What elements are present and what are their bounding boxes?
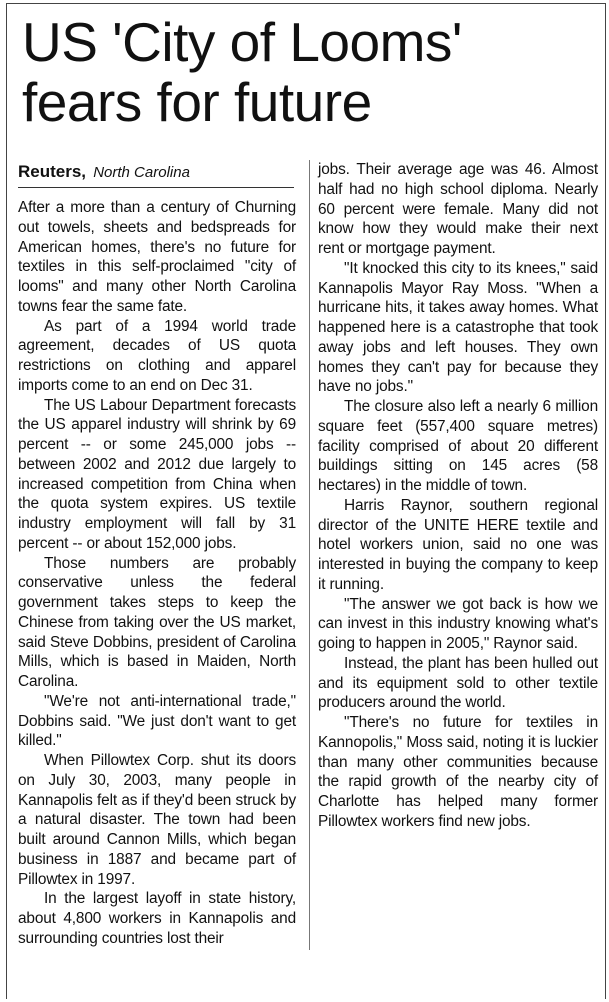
paragraph: As part of a 1994 world trade agreement, decades of US quota restrictions on clothing and apparel imports come to an end on Dec 31. bbox=[18, 317, 296, 394]
paragraph: "It knocked this city to its knees," said Kannapolis Mayor Ray Moss. "When a hurricane hits, it takes away homes. What happened here is a catastrophe that took away jobs and left houses. They own homes they can't pay for because they have no jobs." bbox=[318, 259, 598, 396]
byline-agency: Reuters, bbox=[18, 162, 87, 181]
paragraph: Instead, the plant has been hulled out and its equipment sold to other textile producers around the world. bbox=[318, 654, 598, 712]
headline-line-1: US 'City of Looms' bbox=[22, 11, 462, 73]
headline bbox=[22, 12, 602, 132]
paragraph: Harris Raynor, southern regional director of the UNITE HERE textile and hotel workers union, said no one was interested in buying the company to keep it running. bbox=[318, 496, 598, 593]
paragraph: After a more than a century of Churning out towels, sheets and bedspreads for American homes, there's no future for textiles in this self-proclaimed "city of looms" and many other North Carolina towns fear the same fate. bbox=[18, 199, 296, 315]
paragraph: "We're not anti-international trade," Dobbins said. "We just don't want to get killed." bbox=[18, 692, 296, 750]
paragraph: In the largest layoff in state history, about 4,800 workers in Kannapolis and surrounding countries lost their bbox=[18, 890, 296, 947]
paragraph: "The answer we got back is how we can invest in this industry knowing what's going to happen in 2005," Raynor said. bbox=[318, 595, 598, 652]
paragraph: jobs. Their average age was 46. Almost half had no high school diploma. Nearly 60 percent were female. Many did not know how they would make their next rent or mortgage payment. bbox=[318, 161, 598, 257]
article-column-1 bbox=[18, 198, 296, 949]
headline-line-2: fears for future bbox=[22, 71, 372, 133]
paragraph: "There's no future for textiles in Kannopolis," Moss said, noting it is luckier than many other communities because the rapid growth of the nearby city of Charlotte has helped many former Pillowtex workers find new jobs. bbox=[318, 714, 598, 830]
column-divider bbox=[309, 160, 310, 950]
byline bbox=[18, 162, 294, 188]
byline-location: North Carolina bbox=[93, 164, 190, 181]
paragraph: Those numbers are probably conservative unless the federal government takes steps to keep the Chinese from taking over the US market, said Steve Dobbins, president of Carolina Mills, which is based in Maiden, North Carolina. bbox=[18, 554, 296, 690]
paragraph: When Pillowtex Corp. shut its doors on July 30, 2003, many people in Kannapolis felt as if they'd been struck by a natural disaster. The town had been built around Cannon Mills, which began business in 1887 and became part of Pillowtex in 1997. bbox=[18, 752, 296, 888]
paragraph: The US Labour Department forecasts the US apparel industry will shrink by 69 percent -- or some 245,000 jobs -- between 2002 and 2012 due largely to increased competition from China when the quota system expires. US textile industry employment will fall by 31 percent -- or about 152,000 jobs. bbox=[18, 396, 296, 552]
article-column-2 bbox=[318, 160, 598, 832]
paragraph: The closure also left a nearly 6 million square feet (557,400 square metres) facility comprised of about 20 different buildings sitting on 145 acres (58 hectares) in the middle of town. bbox=[318, 398, 598, 494]
